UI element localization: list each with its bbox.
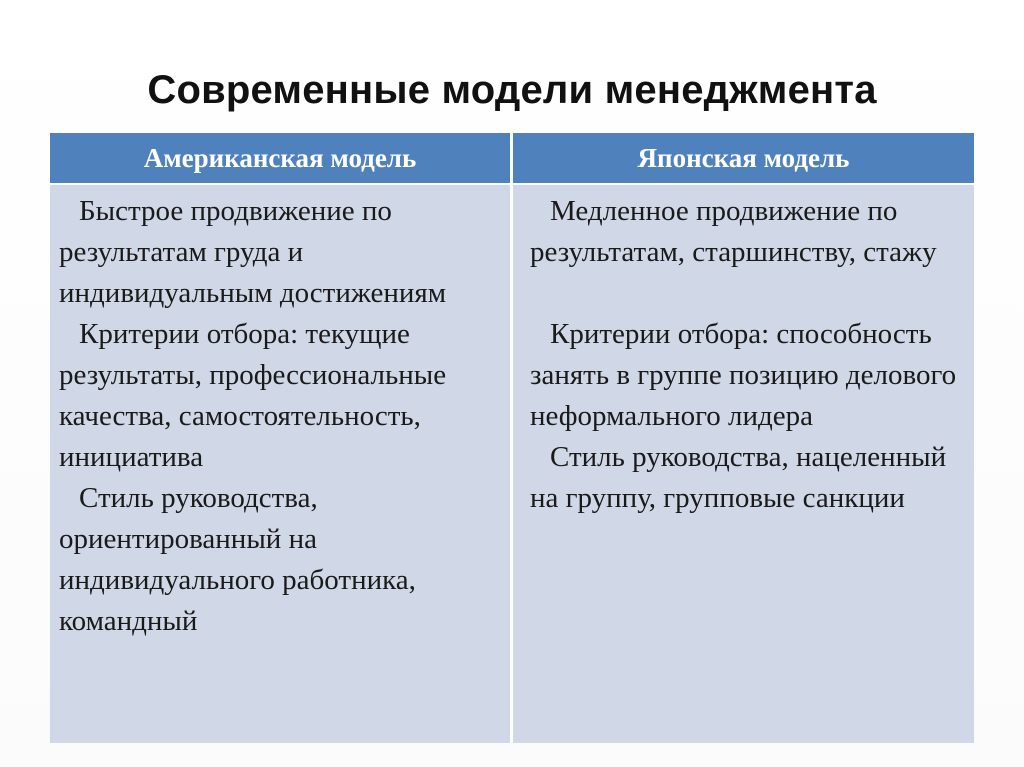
japanese-promotion-text: Медленное продвижение по результатам, старшинству, стажу bbox=[530, 195, 937, 268]
japanese-management-style-text: Стиль руководства, нацеленный на группу, групповые санкции bbox=[530, 441, 947, 514]
american-management-style-text: Стиль руководства, ориентированный на индивидуального работника, командный bbox=[59, 482, 416, 637]
american-selection-criteria-text: Критерии отбора: текущие результаты, профессиональные качества, самостоятельность, инициатива bbox=[59, 318, 447, 473]
header-japanese-model: Японская модель bbox=[513, 133, 974, 183]
american-model-cell bbox=[50, 185, 510, 743]
american-promotion-text: Быстрое продвижение по результатам груда и индивидуальным достижениям bbox=[59, 195, 447, 309]
comparison-table bbox=[50, 133, 974, 743]
slide-title: Современные модели менеджмента bbox=[147, 68, 877, 112]
column-divider bbox=[510, 133, 513, 743]
japanese-model-cell bbox=[513, 185, 974, 743]
japanese-selection-criteria-text: Критерии отбора: способность занять в группе позицию делового неформального лидера bbox=[530, 318, 957, 432]
header-american-model: Американская модель bbox=[50, 133, 510, 183]
